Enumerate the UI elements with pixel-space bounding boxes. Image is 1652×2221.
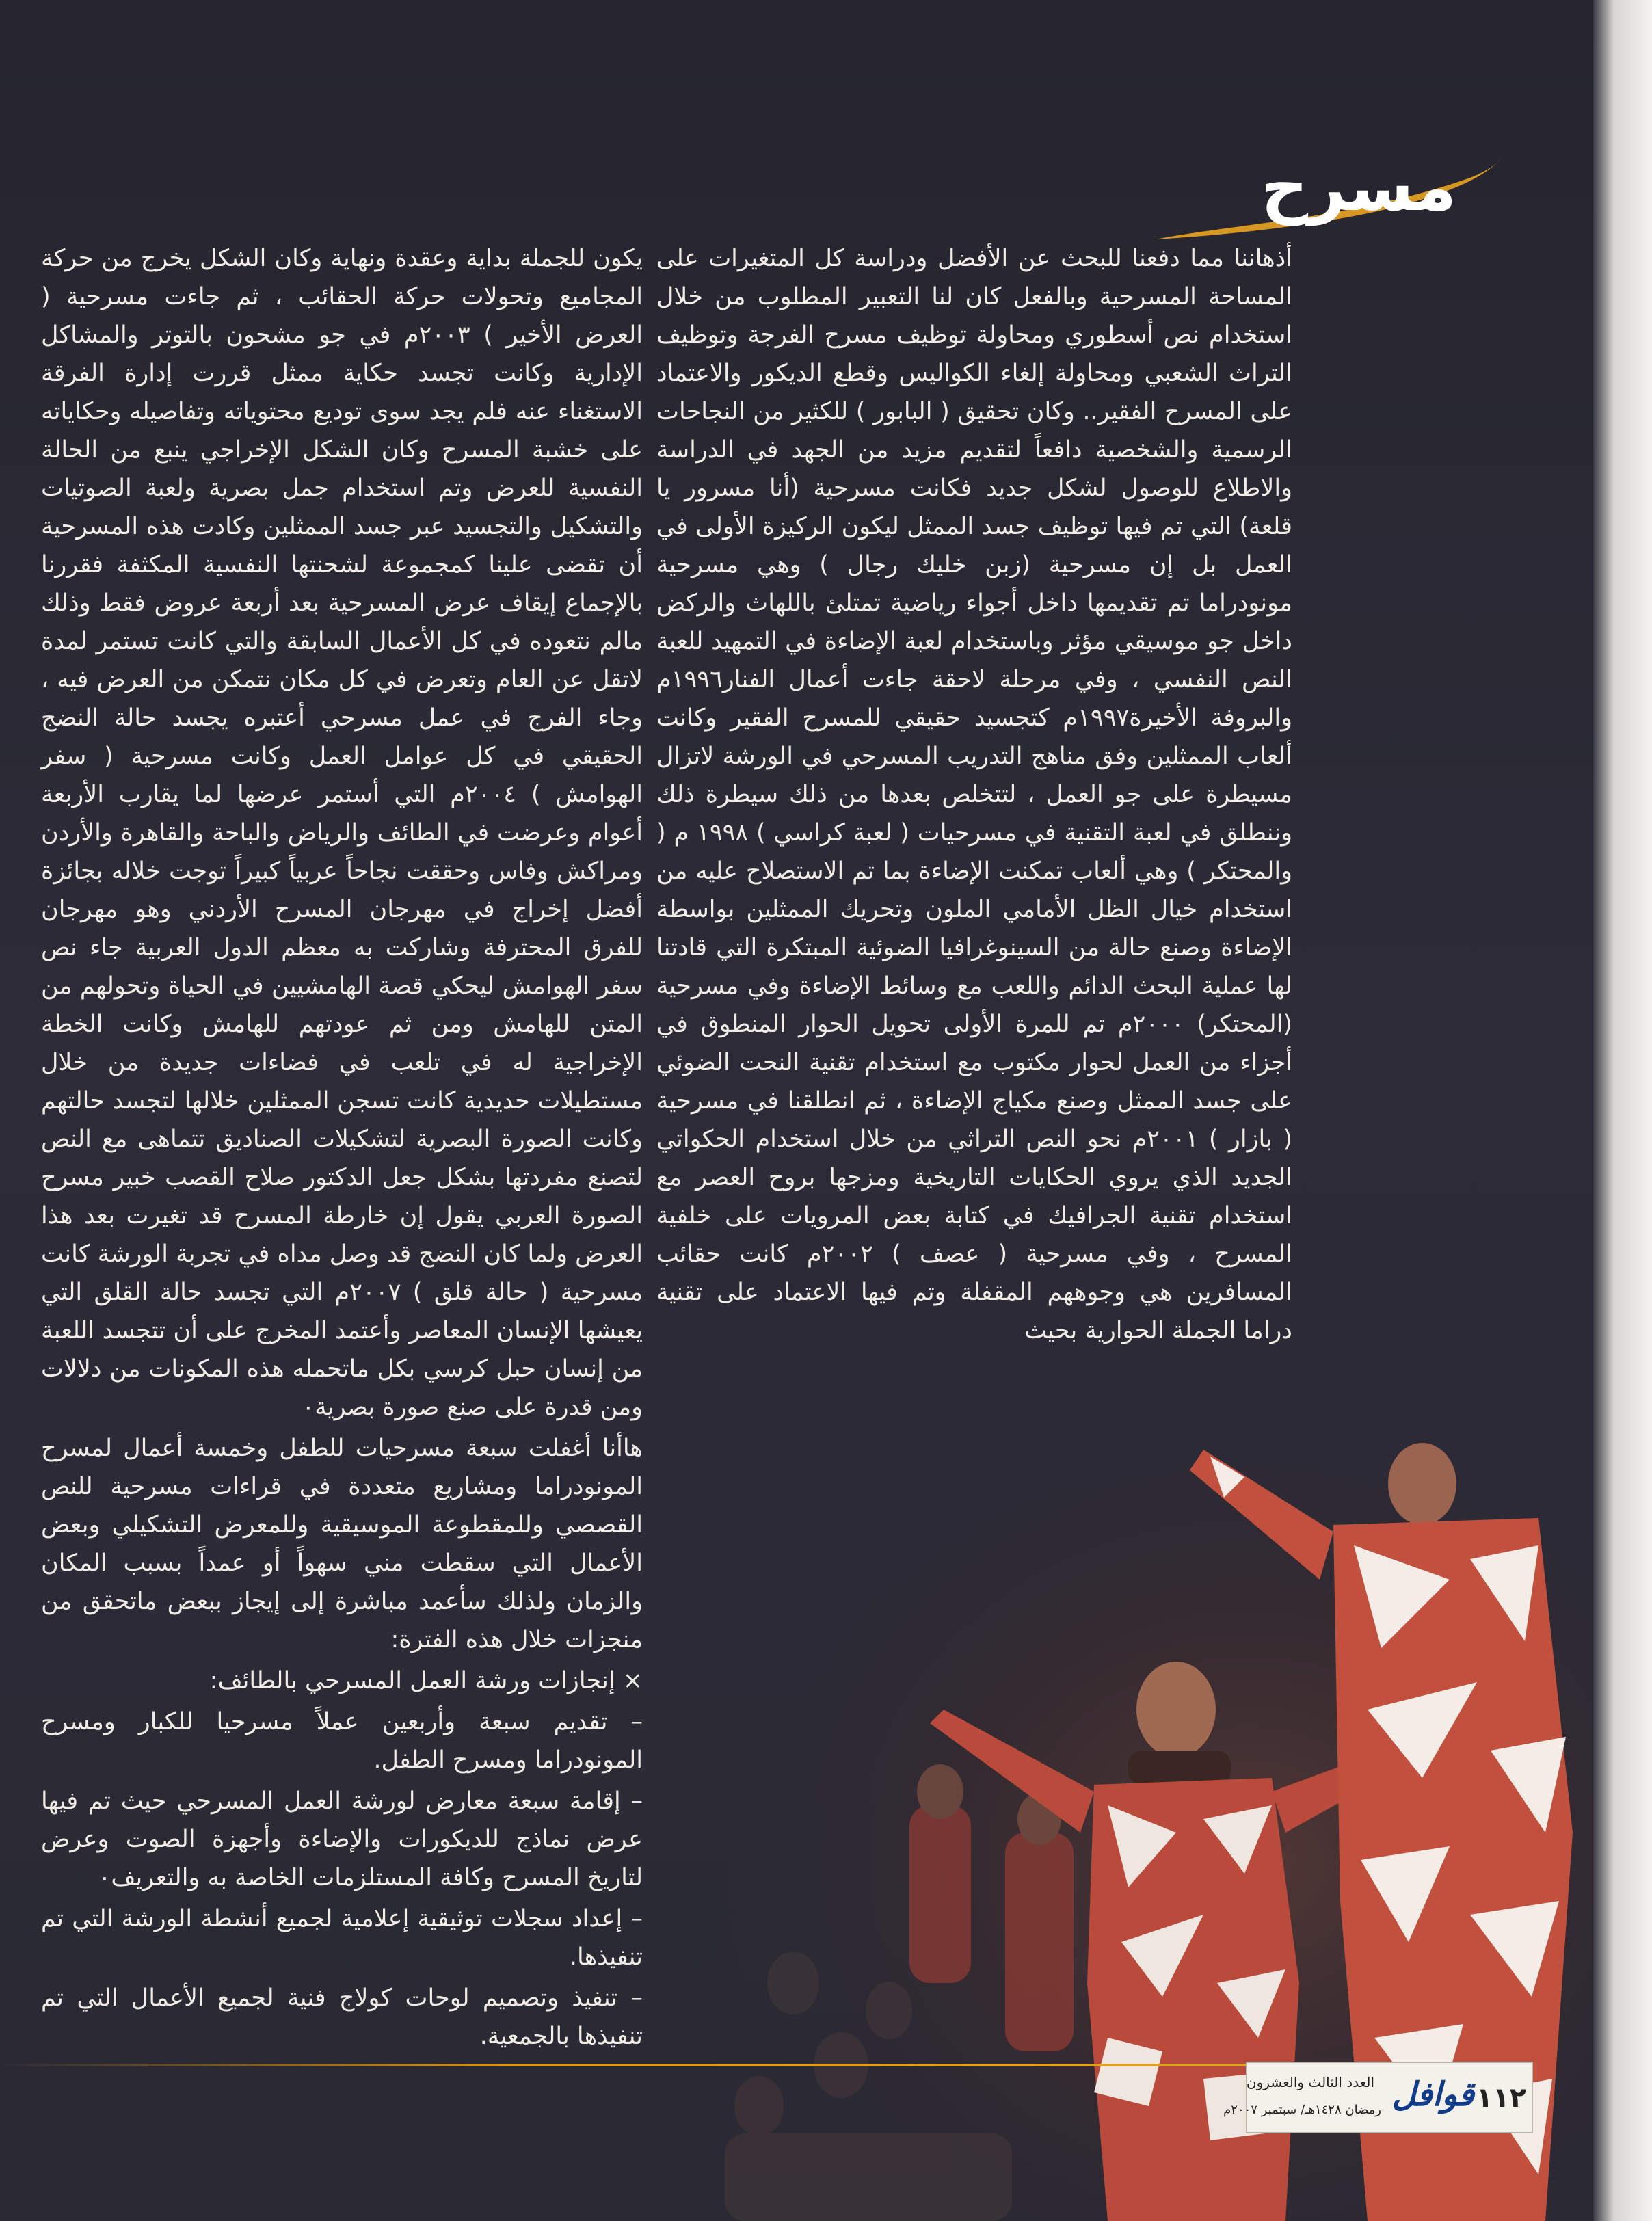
achievement-item: – إقامة سبعة معارض لورشة العمل المسرحي حيث تم فيها عرض نماذج للديكورات والإضاءة وأجهزة الصوت وعرض لتاريخ المسرح وكافة المستلزمات الخاصة به والتعريف٠: [41, 1787, 643, 1891]
achievement-item: – تنفيذ وتصميم لوحات كولاج فنية لجميع الأعمال التي تم تنفيذها بالجمعية.: [41, 1984, 643, 2050]
issue-date: رمضان ١٤٢٨هـ/ سبتمبر ٢٠٠٧م: [1223, 2103, 1381, 2117]
page-footer: [1223, 2062, 1533, 2133]
footer-divider: [0, 2064, 1292, 2066]
paragraph: أذهاننا مما دفعنا للبحث عن الأفضل ودراسة كل المتغيرات على المساحة المسرحية وبالفعل كان لنا التعبير المطلوب من خلال استخدام نص أسطوري ومحاولة توظيف مسرح الفرجة وتوظيف التراث الشعبي ومحاولة إلغاء الكواليس وقطع الديكور والاعتماد على المسرح الفقير.. وكان تحقيق ( البابور ) للكثير من النجاحات الرسمية والشخصية دافعاً لتقديم مزيد من الجهد في الدراسة والاطلاع للوصول لشكل جديد فكانت مسرحية (أنا مسرور يا قلعة) التي تم فيها توظيف جسد الممثل ليكون الركيزة الأولى في العمل بل إن مسرحية (زبن خليك رجال ) وهي مسرحية مونودراما تم تقديمها داخل أجواء رياضية تمتلئ باللهاث والركض داخل جو موسيقي مؤثر وباستخدام لعبة الإضاءة في التمهيد للعبة النص النفسي ، وفي مرحلة لاحقة جاءت أعمال الفنار١٩٩٦م والبروفة الأخيرة١٩٩٧م كتجسيد حقيقي للمسرح الفقير وكانت ألعاب الممثلين وفق مناهج التدريب المسرحي في الورشة لاتزال مسيطرة على جو العمل ، لتتخلص بعدها من ذلك سيطرة ذلك وننطلق في لعبة التقنية في مسرحيات ( لعبة كراسي ) ١٩٩٨ م ( والمحتكر ) وهي ألعاب تمكنت الإضاءة بما تم الاستصلاح عليه من استخدام خيال الظل الأمامي الملون وتحريك الممثلين بواسطة الإضاءة وصنع حالة من السينوغرافيا الضوئية المبتكرة التي قادتنا لها عملية البحث الدائم واللعب مع وسائط الإضاءة وفي مسرحية (المحتكر) ٢٠٠٠م تم للمرة الأولى تحويل الحوار المنطوق في أجزاء من العمل لحوار مكتوب مع استخدام تقنية النحت الضوئي على جسد الممثل وصنع مكياج الإضاءة ، ثم انطلقنا في مسرحية ( بازار ) ٢٠٠١م نحو النص التراثي من خلال استخدام الحكواتي الجديد الذي يروي الحكايات التاريخية ومزجها بروح العصر مع استخدام تقنية الجرافيك في كتابة بعض المرويات على خلفية المسرح ، وفي مسرحية ( عصف ) ٢٠٠٢م كانت حقائب المسافرين هي وجوههم المقفلة وتم فيها الاعتماد على تقنية دراما الجملة الحوارية بحيث: [656, 245, 1292, 1344]
section-title: مسرح: [1260, 149, 1456, 226]
article-column-left: [41, 239, 643, 2058]
paragraph: يكون للجملة بداية وعقدة ونهاية وكان الشكل يخرج من حركة المجاميع وتحولات حركة الحقائب ، ثم جاءت مسرحية ( العرض الأخير ) ٢٠٠٣م في جو مشحون بالتوتر والمشاكل الإدارية وكانت تجسد حكاية ممثل قررت إدارة الفرقة الاستغناء عنه فلم يجد سوى توديع محتوياته وتفاصيله وحكاياته على خشبة المسرح وكان الشكل الإخراجي ينبع من الحالة النفسية للعرض وتم استخدام جمل بصرية ولعبة الصوتيات والتشكيل والتجسيد عبر جسد الممثلين وكادت هذه المسرحية أن تقضى علينا كمجموعة لشحنتها النفسية المكثفة فقررنا بالإجماع إيقاف عرض المسرحية بعد أربعة عروض فقط وذلك مالم نتعوده في كل الأعمال السابقة والتي كانت تستمر لمدة لاتقل عن العام وتعرض في كل مكان نتمكن من العرض فيه ، وجاء الفرج في عمل مسرحي أعتبره يجسد حالة النضج الحقيقي في كل عوامل العمل وكانت مسرحية ( سفر الهوامش ) ٢٠٠٤م التي أستمر عرضها لما يقارب الأربعة أعوام وعرضت في الطائف والرياض والباحة والقاهرة والأردن ومراكش وفاس وحققت نجاحاً عربياً كبيراً توجت خلاله بجائزة أفضل إخراج في مهرجان المسرح الأردني وهو مهرجان للفرق المحترفة وشاركت به معظم الدول العربية جاء نص سفر الهوامش ليحكي قصة الهامشيين في الحياة وتحولهم من المتن للهامش ومن ثم عودتهم للهامش وكانت الخطة الإخراجية له في تلعب في فضاءات جديدة من خلال مستطيلات حديدية كانت تسجن الممثلين خلالها لتجسد حالتهم وكانت الصورة البصرية لتشكيلات الصناديق تتماهى مع النص لتصنع مفردتها بشكل جعل الدكتور صلاح القصب خبير مسرح الصورة العربي يقول إن خارطة المسرح قد تغيرت بعد هذا العرض ولما كان النضج قد وصل مداه في تجربة الورشة كانت مسرحية ( حالة قلق ) ٢٠٠٧م التي تجسد حالة القلق التي يعيشها الإنسان المعاصر وأعتمد المخرج على أن تتجسد اللعبة من إنسان حبل كرسي بكل ماتحمله هذه المكونات من دلالات ومن قدرة على صنع صورة بصرية٠: [41, 245, 643, 1421]
page-edge: [1593, 0, 1652, 2221]
achievement-item: – تقديم سبعة وأربعين عملاً مسرحيا للكبار ومسرح المونودراما ومسرح الطفل.: [41, 1708, 643, 1774]
article-column-right: [656, 239, 1292, 1353]
magazine-logo: قوافل: [1391, 2075, 1474, 2114]
section-header: [1149, 137, 1504, 246]
page-number: ١١٢: [1476, 2082, 1526, 2114]
achievements-heading: × إنجازات ورشة العمل المسرحي بالطائف:: [209, 1667, 643, 1694]
achievement-item: – إعداد سجلات توثيقية إعلامية لجميع أنشطة الورشة التي تم تنفيذها.: [41, 1905, 643, 1971]
paragraph: هاأنا أغفلت سبعة مسرحيات للطفل وخمسة أعمال لمسرح المونودراما ومشاريع متعددة في قراءات مسرحية للنص القصصي وللمقطوعة الموسيقية وللمعرض التشكيلي وبعض الأعمال التي سقطت مني سهواً أو عمداً بسبب المكان والزمان ولذلك سأعمد مباشرة إلى إيجاز ببعض ماتحقق من منجزات خلال هذه الفترة:: [41, 1435, 643, 1653]
issue-number: العدد الثالث والعشرون: [1246, 2074, 1374, 2090]
